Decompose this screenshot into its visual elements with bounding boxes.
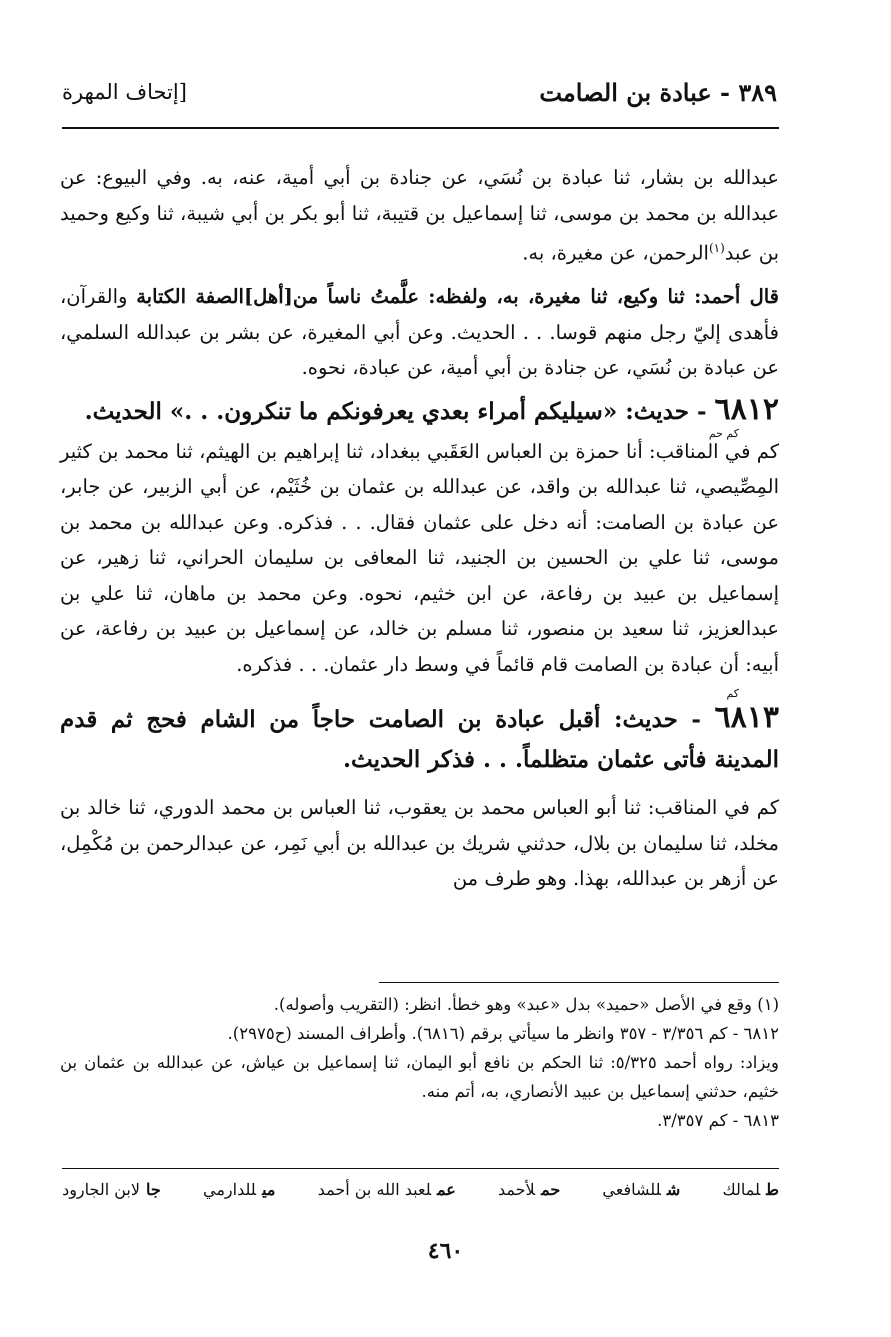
abbr-item: جالابن الجارود <box>62 1180 161 1199</box>
header-rule <box>62 127 779 129</box>
footnote-3: ويزاد: رواه أحمد ٥/٣٢٥: ثنا الحكم بن نافع أبو اليمان، ثنا إسماعيل بن عياش، عن عبدالله بن عثمان بن خثيم، حدثني إسماعيل بن عبيد الأنصاري، به، أتم منه. <box>60 1053 779 1101</box>
abbr-item: عملعبد الله بن أحمد <box>317 1180 456 1199</box>
footnote-1: (١) وقع في الأصل «حميد» بدل «عبد» وهو خطأ. انظر: (التقريب وأصوله). <box>273 995 779 1014</box>
source-sigla: كم <box>726 687 739 700</box>
footnote-2: ٦٨١٢ - كم ٣/٣٥٦ - ٣٥٧ وانظر ما سيأتي برقم (٦٨١٦). وأطراف المسند (ح٢٩٧٥). <box>227 1024 779 1043</box>
abbr-item: ميللدارمي <box>202 1180 276 1199</box>
abbr-item: حملأحمد <box>497 1180 561 1199</box>
footnote-rule <box>379 982 779 983</box>
footnote-4: ٦٨١٣ - كم ٣/٣٥٧. <box>657 1111 779 1130</box>
ahmad-text: قال أحمد: ثنا وكيع، ثنا مغيرة، به، ولفظه: علَّمتُ ناساً من[أهل]الصفة الكتابة <box>136 285 780 308</box>
paragraph-3: كم في المناقب: أنا حمزة بن العباس العَقَبي ببغداد، ثنا إبراهيم بن الهيثم، ثنا محمد بن كثير المِصِّيصي، ثنا عبدالله بن واقد، عن عبدالله بن عثمان بن خُثَيْم، عن أبي الزبير، عن جابر، عن عبادة بن الصامت: أنه دخل على عثمان فقال. . . فذكره. وعن عبدالله بن محمد بن موسى، ثنا علي بن الحسين بن الجنيد، ثنا المعافى بن سليمان الحراني، ثنا زهير، عن إسماعيل بن عبيد بن رفاعة، عن ابن خثيم، نحوه. وعن محمد بن ماهان، ثنا علي بن عبدالعزيز، ثنا سعيد بن منصور، ثنا مسلم بن خالد، عن إسماعيل بن عبيد بن رفاعة، عن أبيه: أن عبادة بن الصامت قام قائماً في وسط دار عثمان. . . فذكره. <box>60 439 779 676</box>
paragraph-2: قال أحمد: ثنا وكيع، ثنا مغيرة، به، ولفظه: علَّمتُ ناساً من[أهل]الصفة الكتابة والقرآن، فأهدى إليّ رجل منهم قوسا. . . الحديث. وعن أبي المغيرة، عن بشر بن عبدالله السلمي، عن عبادة بن نُسَي، عن جنادة بن أبي أمية، عن عبادة، نحوه. <box>60 285 780 379</box>
abbr-item: شللشافعي <box>602 1180 681 1199</box>
footnotes <box>60 990 779 1135</box>
hadith-6812: ٦٨١٢ - حديث: «سيليكم أمراء بعدي يعرفونكم ما تنكرون. . .» الحديث. <box>84 391 779 427</box>
paragraph-4: كم في المناقب: ثنا أبو العباس محمد بن يعقوب، ثنا العباس بن محمد الدوري، ثنا خالد بن مخلد، ثنا سليمان بن بلال، حدثني شريك بن عبدالله بن أبي نَمِر، عن عبدالرحمن بن مُكْمِل، عن أزهر بن عبدالله، بهذا. وهو طرف من <box>60 796 779 890</box>
hadith-number: ٦٨١٣ <box>714 700 779 735</box>
hadith-6813: ٦٨١٣ - حديث: أقبل عبادة بن الصامت حاجاً من الشام فحج ثم قدم المدينة فأتى عثمان متظلماً. . . فذكر الحديث. <box>60 700 779 773</box>
source-sigla: كم حم <box>708 426 739 440</box>
abbreviations-key <box>62 1180 779 1199</box>
page-header <box>62 78 777 118</box>
abbr-item: طلمالك <box>722 1180 779 1199</box>
abbreviations-rule <box>62 1168 779 1169</box>
main-text <box>60 160 779 897</box>
page-number: ٤٦٠ <box>427 1238 464 1264</box>
footnote-ref: (١) <box>708 241 725 255</box>
hadith-number: ٦٨١٢ <box>714 391 779 427</box>
book-title: [إتحاف المهرة <box>62 80 187 104</box>
chapter-title: ٣٨٩ - عبادة بن الصامت <box>539 78 777 107</box>
paragraph-1: عبدالله بن بشار، ثنا عبادة بن نُسَي، عن جنادة بن أبي أمية، عنه، به. وفي البيوع: عن عبدالله بن محمد بن موسى، ثنا إسماعيل بن قتيبة، ثنا أبو بكر بن أبي شيبة، ثنا وكيع وحميد بن عبد$^{(١)}$الرحمن، عن مغيرة، به. <box>60 166 779 265</box>
